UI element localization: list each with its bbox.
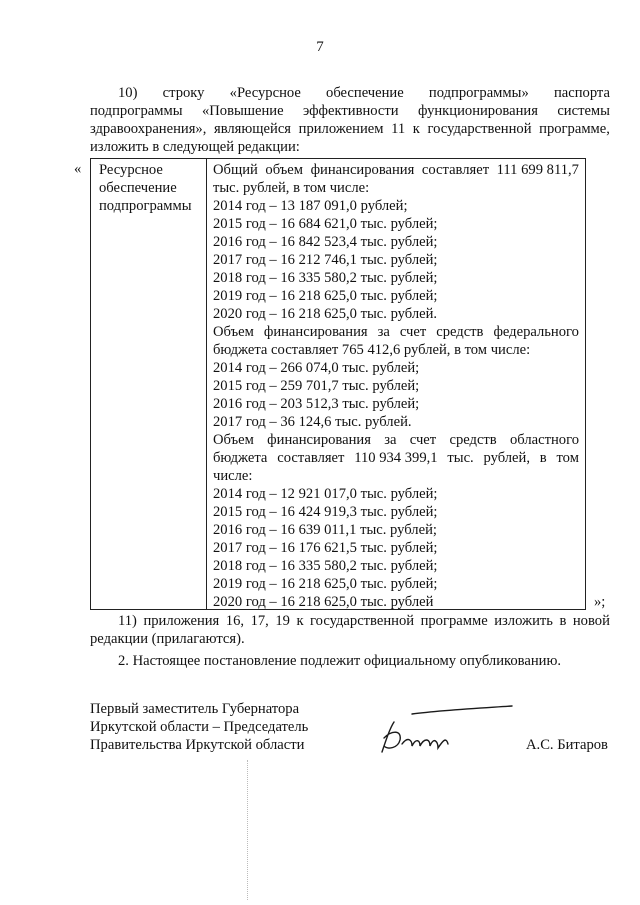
content-line: бюджета составляет 765 412,6 рублей, в том числе: [213,342,531,358]
word: областного [510,432,579,448]
word: обеспечение [326,85,404,101]
opening-quote: « [74,161,82,177]
word: финансирования [310,162,415,178]
content-line: 2019 год – 16 218 625,0 тыс. рублей; [213,288,438,304]
content-line [213,323,579,341]
intro-paragraph [90,84,610,156]
word: программе, [539,121,610,137]
word: 111 699 811,7 [496,162,579,178]
word: к [296,613,304,629]
content-line: 2014 год – 13 187 091,0 рублей; [213,198,408,214]
position-line: Иркутской области – Председатель [90,719,309,735]
position-line: Первый заместитель Губернатора [90,701,300,717]
word: бюджета [213,450,268,466]
word: приложения [143,613,220,629]
word: за [377,324,390,340]
table-label-cell [91,159,207,609]
word: подпрограммы [90,103,183,119]
after-line-2: редакции (прилагаются). [90,631,245,647]
word: 110 934 399,1 [354,450,438,466]
word: 10) [118,85,138,101]
content-line [213,449,579,467]
content-line: 2017 год – 36 124,6 тыс. рублей. [213,414,412,430]
word: федерального [493,324,579,340]
word: являющейся [213,121,292,137]
page-number: 7 [316,39,324,55]
word: государственной [310,613,415,629]
word: программе [420,613,488,629]
content-line: 2015 год – 16 424 919,3 тыс. рублей; [213,504,438,520]
label-line: Ресурсное [99,162,163,178]
word: счет [399,324,427,340]
word: паспорта [553,85,610,101]
intro-line-2 [90,102,610,120]
word: составляет [277,450,345,466]
word: здравоохранения», [90,121,207,137]
word: том [556,450,579,466]
content-line: 2018 год – 16 335 580,2 тыс. рублей; [213,558,438,574]
content-line: 2017 год – 16 212 746,1 тыс. рублей; [213,252,438,268]
content-line: тыс. рублей, в том числе: [213,180,370,196]
intro-line-3 [90,120,610,138]
word: рублей, [483,450,530,466]
content-line: 2016 год – 203 512,3 тыс. рублей; [213,396,420,412]
word: 19 [275,613,290,629]
intro-line-4: изложить в следующей редакции: [90,139,300,155]
label-line: подпрограммы [99,198,192,214]
word: новой [572,613,610,629]
word: «Повышение [201,103,284,119]
content-line: 2016 год – 16 639 011,1 тыс. рублей; [213,522,437,538]
closing-quote: »; [594,594,606,610]
content-line: 2016 год – 16 842 523,4 тыс. рублей; [213,234,438,250]
content-line: 2020 год – 16 218 625,0 тыс. рублей [213,594,434,610]
word: средств [449,432,497,448]
word: изложить [494,613,553,629]
after-line-3: 2. Настоящее постановление подлежит официальному опубликованию. [118,653,562,669]
word: строку [162,85,205,101]
handwritten-signature [372,700,522,762]
word: объем [265,162,304,178]
content-line: 2020 год – 16 218 625,0 тыс. рублей. [213,306,438,322]
word: подпрограммы» [428,85,529,101]
word: приложением [298,121,384,137]
content-line: 2018 год – 16 335 580,2 тыс. рублей; [213,270,438,286]
content-line: 2015 год – 16 684 621,0 тыс. рублей; [213,216,438,232]
content-line [213,161,579,179]
word: финансирования [263,324,368,340]
after-line-1 [90,612,610,630]
content-line: 2017 год – 16 176 621,5 тыс. рублей; [213,540,438,556]
word: Общий [213,162,258,178]
content-line: 2014 год – 266 074,0 тыс. рублей; [213,360,420,376]
scan-fold-line [247,760,249,900]
closing-paragraphs [90,612,610,670]
word: 11 [391,121,406,137]
intro-line-1 [90,84,610,102]
word: Объем [213,432,254,448]
word: средств [436,324,484,340]
word: 11) [118,613,137,629]
table-content-cell [207,159,585,609]
word: функционирования [417,103,538,119]
word: в [559,613,567,629]
word: составляет [421,162,490,178]
word: в [539,450,547,466]
content-line: 2014 год – 12 921 017,0 тыс. рублей; [213,486,438,502]
resource-table [90,158,586,610]
content-line: 2015 год – 259 701,7 тыс. рублей; [213,378,420,394]
content-line: числе: [213,468,253,484]
label-line: обеспечение [99,180,177,196]
word: Объем [213,324,254,340]
position-line: Правительства Иркутской области [90,737,305,753]
content-line [213,431,579,449]
word: финансирования [267,432,371,448]
content-line: 2019 год – 16 218 625,0 тыс. рублей; [213,576,438,592]
word: государственной [427,121,532,137]
word: системы [557,103,610,119]
signatory-position [90,700,370,754]
word: «Ресурсное [229,85,301,101]
word: 17, [250,613,269,629]
word: тыс. [447,450,474,466]
signatory-name: А.С. Битаров [526,737,608,753]
word: 16, [225,613,245,629]
word: счет [409,432,437,448]
word: за [384,432,397,448]
word: к [412,121,420,137]
word: эффективности [303,103,399,119]
